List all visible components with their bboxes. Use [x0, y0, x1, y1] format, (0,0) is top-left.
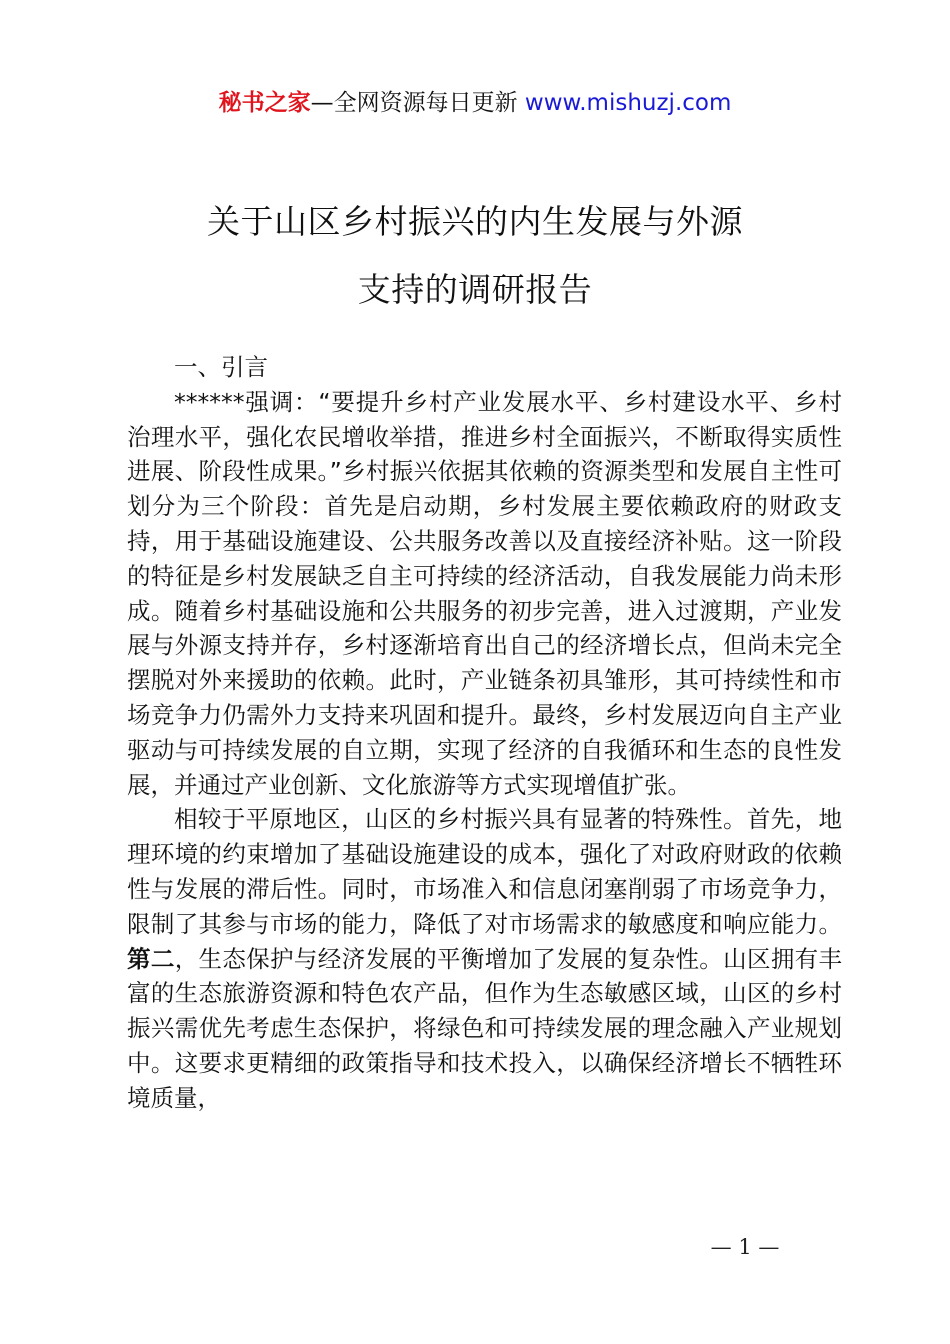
document-body	[127, 350, 842, 1116]
title-line-1: 关于山区乡村振兴的内生发展与外源	[207, 202, 743, 241]
title-line-2: 支持的调研报告	[357, 270, 593, 309]
site-banner	[0, 86, 950, 120]
section-heading: 一、引言	[174, 353, 268, 381]
paragraph-1: ******强调：“要提升乡村产业发展水平、乡村建设水平、乡村治理水平，强化农民增收举措，推进乡村全面振兴，不断取得实质性进展、阶段性成果。”乡村振兴依据其依赖的资源类型和发展自主性可划分为三个阶段：首先是启动期，乡村发展主要依赖政府的财政支持，用于基础设施建设、公共服务改善以及直接经济补贴。这一阶段的特征是乡村发展缺乏自主可持续的经济活动，自我发展能力尚未形成。随着乡村基础设施和公共服务的初步完善，进入过渡期，产业发展与外源支持并存，乡村逐渐培育出自己的经济增长点，但尚未完全摆脱对外来援助的依赖。此时，产业链条初具雏形，其可持续性和市场竞争力仍需外力支持来巩固和提升。最终，乡村发展迈向自主产业驱动与可持续发展的自立期，实现了经济的自我循环和生态的良性发展，并通过产业创新、文化旅游等方式实现增值扩张。	[127, 387, 842, 799]
paragraph-2-part-1: 相较于平原地区，山区的乡村振兴具有显著的特殊性。首先，地理环境的约束增加了基础设施建设的成本，强化了对政府财政的依赖性与发展的滞后性。同时，市场准入和信息闭塞削弱了市场竞争力，限制了其参与市场的能力，降低了对市场需求的敏感度和响应能力。	[127, 805, 842, 938]
paragraph-2-emphasis: 第二	[127, 944, 175, 973]
site-url-link[interactable]: www.mishuzj.com	[524, 90, 732, 116]
brand-name: 秘书之家	[218, 90, 311, 116]
paragraph-2-part-2: ，生态保护与经济发展的平衡增加了发展的复杂性。山区拥有丰富的生态旅游资源和特色农产品，但作为生态敏感区域，山区的乡村振兴需优先考虑生态保护，将绿色和可持续发展的理念融入产业规划中。这要求更精细的政策指导和技术投入，以确保经济增长不牺牲环境质量，	[127, 944, 843, 1112]
paragraph-2	[127, 802, 842, 1115]
document-title	[0, 188, 950, 324]
page-number: — 1 —	[710, 1235, 780, 1259]
banner-tagline: —全网资源每日更新	[310, 90, 518, 116]
